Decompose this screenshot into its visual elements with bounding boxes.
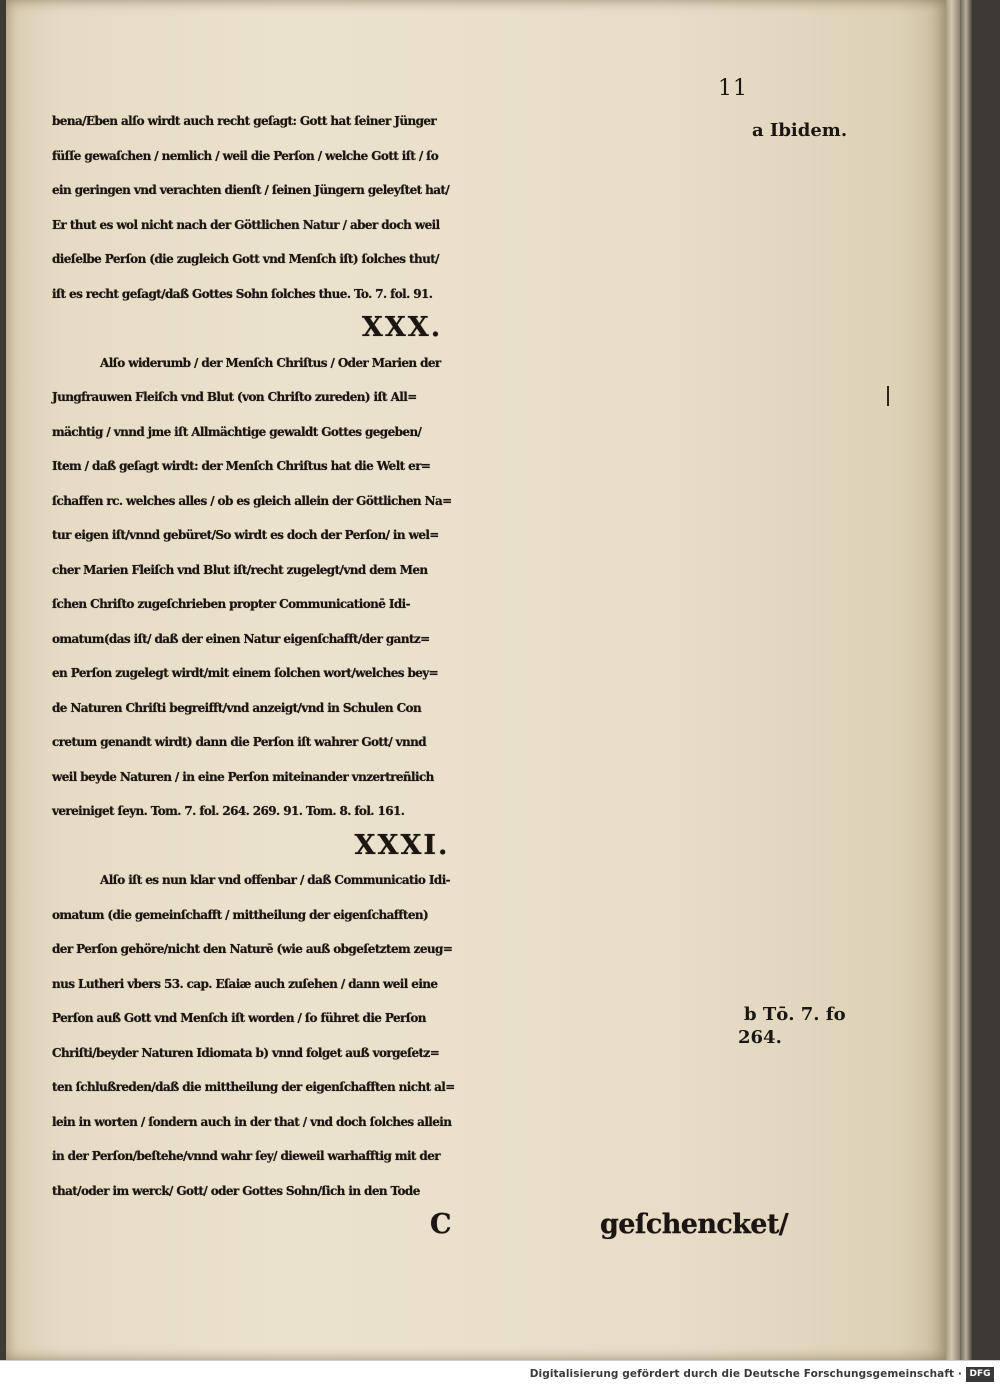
text-line: iſt es recht geſagt/daß Gottes Sohn ſolches thue. To. 7. fol. 91. <box>52 286 433 301</box>
text-line: cher Marien Fleiſch vnd Blut iſt/recht zugelegt/vnd dem Men <box>52 562 428 577</box>
text-line: Jungfrauwen Fleiſch vnd Blut (von Chriſto zureden) iſt All= <box>52 390 417 404</box>
page-edge <box>946 0 960 1360</box>
pencil-mark <box>887 386 889 406</box>
text-line: en Perſon zugelegt wirdt/mit einem ſolchen wort/welches bey= <box>52 666 439 680</box>
margin-note-b: b Tō. 7. fo <box>744 1004 846 1025</box>
signature-mark: C <box>430 1209 451 1240</box>
text-line: weil beyde Naturen / in eine Perſon miteinander vnzertreñlich <box>52 769 434 784</box>
text-line: lein in worten / ſondern auch in der that / vnd doch ſolches allein <box>52 1114 452 1129</box>
text-line: vereiniget ſeyn. Tom. 7. fol. 264. 269. 91. Tom. 8. fol. 161. <box>52 804 405 818</box>
text-line: in der Perſon/beſtehe/vnnd wahr ſey/ dieweil warhafftig mit der <box>52 1149 440 1163</box>
text-line: Chriſti/beyder Naturen Idiomata b) vnnd folget auß vorgeſetz= <box>52 1045 440 1060</box>
text-line: füſſe gewaſchen / nemlich / weil die Perſon / welche Gott iſt / ſo <box>52 148 439 163</box>
text-line: omatum (die gemeinſchafft / mittheilung der eigenſchafften) <box>52 907 429 922</box>
catchword: geſchencket/ <box>600 1209 789 1240</box>
text-line: nus Lutheri vbers 53. cap. Eſaiæ auch zuſehen / dann weil eine <box>52 976 438 991</box>
text-line: tur eigen iſt/vnnd gebüret/So wirdt es doch der Perſon/ in wel= <box>52 528 439 542</box>
funding-credit: Digitalisierung gefördert durch die Deutsche Forschungsgemeinschaft · <box>529 1368 962 1380</box>
text-line: cretum genandt wirdt) dann die Perſon iſt wahrer Gott/ vnnd <box>52 735 427 749</box>
text-line: Perſon auß Gott vnd Menſch iſt worden / ſo führet die Perſon <box>52 1011 426 1025</box>
page-number: 11 <box>718 76 748 101</box>
text-line: Er thut es wol nicht nach der Göttlichen Natur / aber doch weil <box>52 217 440 232</box>
text-line: mächtig / vnnd jme iſt Allmächtige gewaldt Gottes gegeben/ <box>52 424 422 439</box>
section-heading-xxx: XXX. <box>361 312 443 343</box>
text-line: ein geringen vnd verachten dienſt / ſeinen Jüngern geleyſtet hat/ <box>52 183 450 197</box>
main-text-block <box>52 104 789 1243</box>
text-line: Alſo iſt es nun klar vnd offenbar / daß Communicatio Idi- <box>100 873 451 887</box>
text-line: ſchen Chriſto zugeſchrieben propter Communicationē Idi- <box>52 597 410 611</box>
text-line: Item / daß geſagt wirdt: der Menſch Chriſtus hat die Welt er= <box>52 459 431 473</box>
text-line: bena/Eben alſo wirdt auch recht geſagt: Gott hat ſeiner Jünger <box>52 114 437 128</box>
text-line: Alſo widerumb / der Menſch Chriſtus / Oder Marien der <box>100 355 441 370</box>
signature-line <box>52 1208 789 1243</box>
margin-note-b-cont: 264. <box>738 1027 782 1048</box>
section-heading-xxxi: XXXI. <box>354 829 450 861</box>
text-line: omatum(das iſt/ daß der einen Natur eigenſchafft/der gantz= <box>52 631 430 646</box>
book-binding-edge <box>960 0 972 1360</box>
dfg-logo: DFG <box>966 1367 994 1382</box>
text-line: de Naturen Chriſti begreifft/vnd anzeigt/vnd in Schulen Con <box>52 700 422 715</box>
text-line: der Perſon gehöre/nicht den Naturē (wie auß obgeſetztem zeug= <box>52 942 453 956</box>
text-line: dieſelbe Perſon (die zugleich Gott vnd Menſch iſt) ſolches thut/ <box>52 252 439 266</box>
text-line: ten ſchlußreden/daß die mittheilung der eigenſchafften nicht al= <box>52 1080 455 1094</box>
footer-bar <box>0 1360 1000 1389</box>
margin-note-a: a Ibidem. <box>752 120 848 141</box>
text-line: ſchaffen rc. welches alles / ob es gleich allein der Göttlichen Na= <box>52 493 452 508</box>
text-line: that/oder im werck/ Gott/ oder Gottes Sohn/ſich in den Tode <box>52 1183 420 1198</box>
